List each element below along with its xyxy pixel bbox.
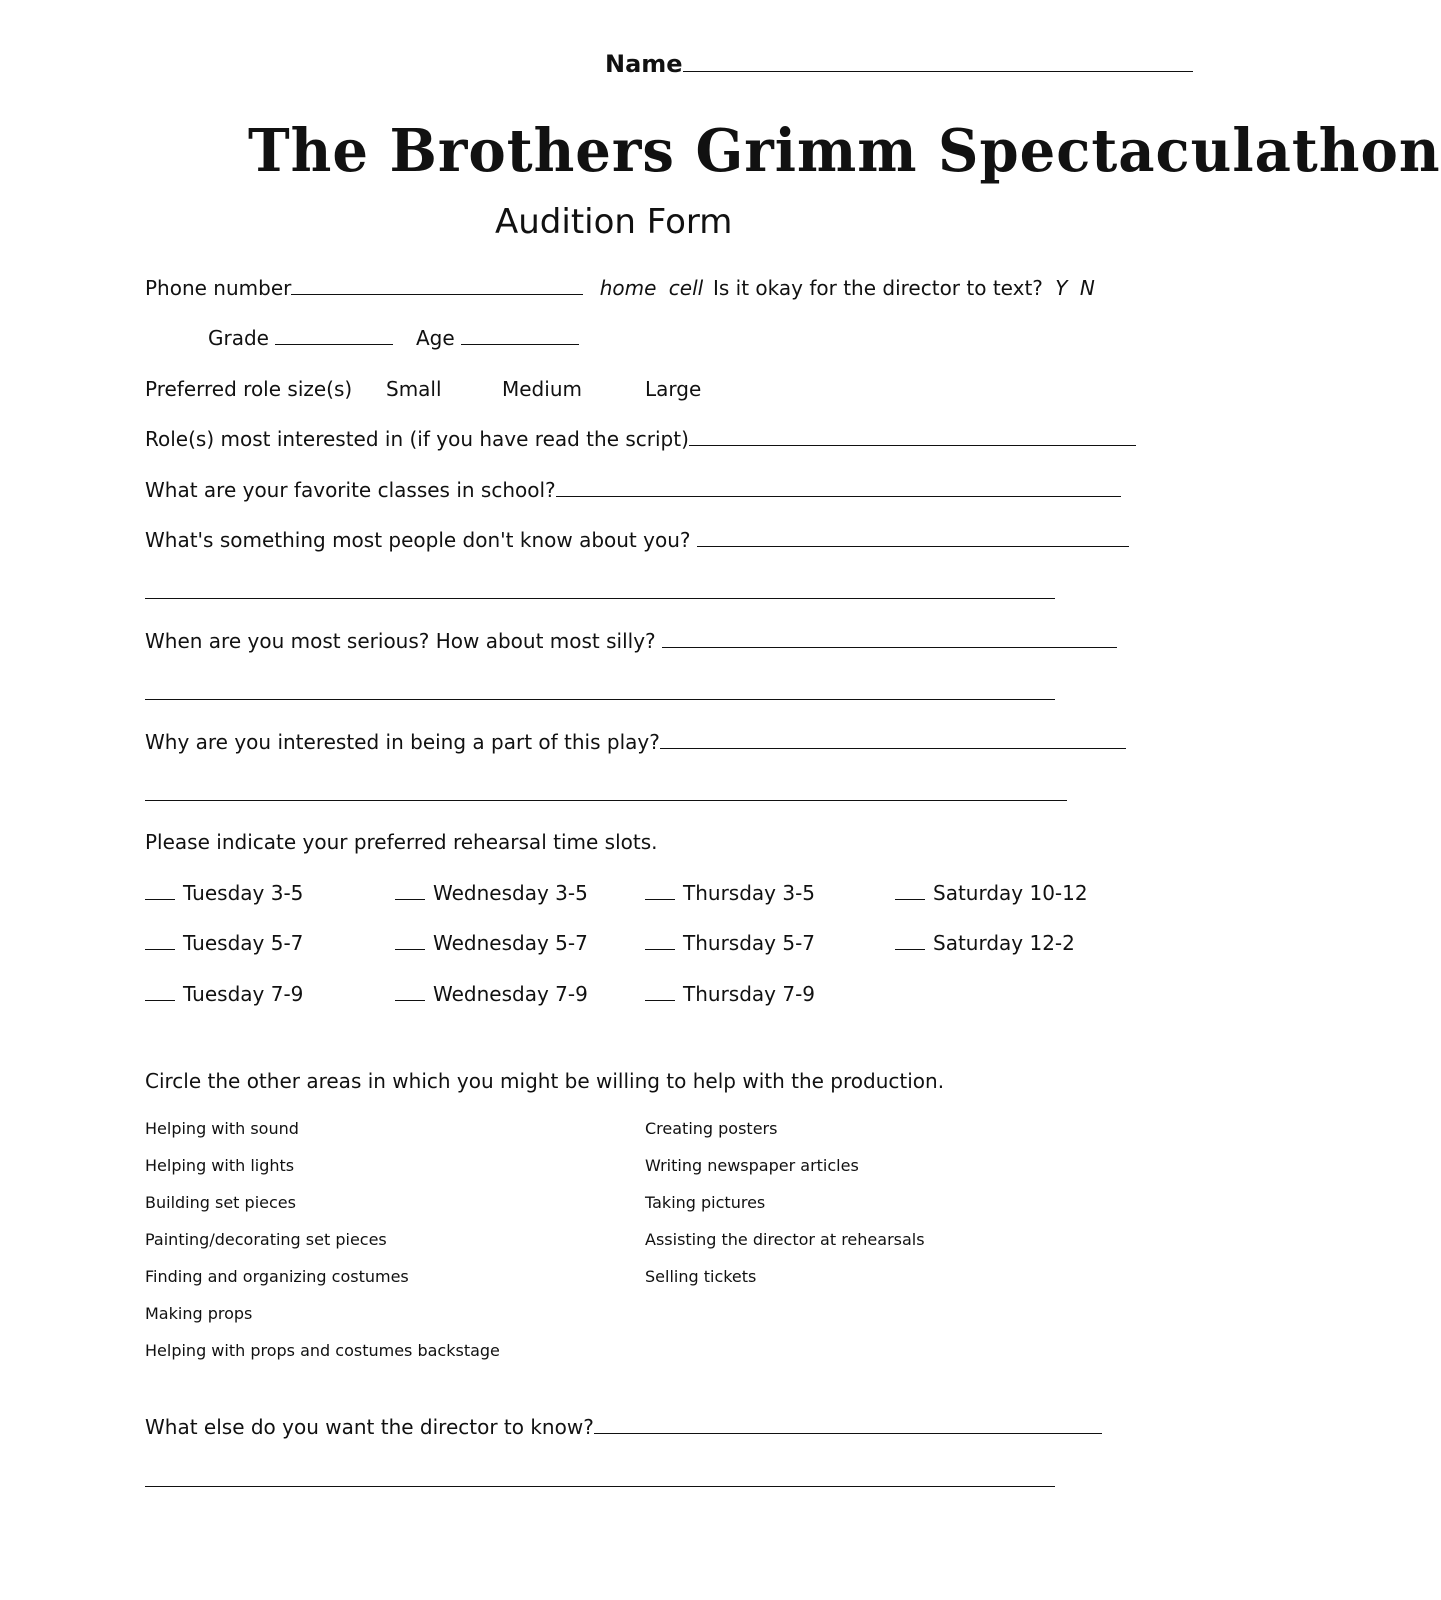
- else-line[interactable]: [594, 1415, 1102, 1434]
- slot-blank[interactable]: [645, 984, 675, 1001]
- unknown-label: What's something most people don't know about you?: [145, 528, 691, 552]
- phone-line[interactable]: [291, 276, 583, 295]
- phone-home-option[interactable]: home: [599, 276, 657, 300]
- slot-label: Thursday 3-5: [683, 881, 816, 905]
- page-subtitle: Audition Form: [495, 202, 733, 242]
- else-label: What else do you want the director to know?: [145, 1415, 594, 1439]
- else-question: [145, 1415, 1102, 1439]
- help-option[interactable]: Painting/decorating set pieces: [145, 1230, 387, 1249]
- name-line[interactable]: [683, 53, 1193, 72]
- help-option[interactable]: Creating posters: [645, 1119, 778, 1138]
- slot-item[interactable]: [895, 881, 1088, 905]
- grade-field: [208, 326, 393, 350]
- slot-item[interactable]: [145, 982, 303, 1006]
- slot-blank[interactable]: [895, 933, 925, 950]
- why-question: [145, 730, 1126, 754]
- unknown-question: [145, 528, 1129, 552]
- help-option[interactable]: Helping with lights: [145, 1156, 295, 1175]
- why-label: Why are you interested in being a part of this play?: [145, 730, 660, 754]
- page-title: The Brothers Grimm Spectaculathon: [248, 116, 1441, 186]
- help-option[interactable]: Helping with sound: [145, 1119, 299, 1138]
- phone-cell-option[interactable]: cell: [668, 276, 704, 300]
- slot-label: Wednesday 7-9: [433, 982, 588, 1006]
- help-option[interactable]: Making props: [145, 1304, 253, 1323]
- age-label: Age: [416, 326, 455, 350]
- slot-label: Saturday 12-2: [933, 931, 1075, 955]
- name-label: Name: [605, 50, 683, 78]
- slot-item[interactable]: [645, 982, 815, 1006]
- else-line-2[interactable]: [145, 1486, 1055, 1487]
- role-size-medium[interactable]: Medium: [502, 377, 582, 401]
- text-question: Is it okay for the director to text?: [713, 276, 1043, 300]
- help-option[interactable]: Assisting the director at rehearsals: [645, 1230, 925, 1249]
- age-field: [416, 326, 579, 350]
- roles-label: Role(s) most interested in (if you have read the script): [145, 427, 689, 451]
- grade-line[interactable]: [275, 326, 393, 345]
- slot-blank[interactable]: [395, 933, 425, 950]
- slot-blank[interactable]: [145, 984, 175, 1001]
- slot-label: Thursday 7-9: [683, 982, 816, 1006]
- slot-label: Tuesday 5-7: [183, 931, 304, 955]
- classes-label: What are your favorite classes in school?: [145, 478, 556, 502]
- serious-line[interactable]: [662, 629, 1117, 648]
- help-option[interactable]: Building set pieces: [145, 1193, 296, 1212]
- text-no-option[interactable]: N: [1079, 276, 1095, 300]
- slot-blank[interactable]: [645, 933, 675, 950]
- slot-item[interactable]: [645, 881, 815, 905]
- unknown-line[interactable]: [697, 528, 1129, 547]
- slot-blank[interactable]: [145, 933, 175, 950]
- role-size-large[interactable]: Large: [645, 377, 702, 401]
- slot-label: Wednesday 3-5: [433, 881, 588, 905]
- text-permission: [713, 276, 1095, 300]
- slot-blank[interactable]: [645, 883, 675, 900]
- why-line-2[interactable]: [145, 800, 1067, 801]
- roles-line[interactable]: [689, 427, 1136, 446]
- help-option[interactable]: Taking pictures: [645, 1193, 766, 1212]
- classes-question: [145, 478, 1121, 502]
- slot-item[interactable]: [895, 931, 1075, 955]
- classes-line[interactable]: [556, 478, 1121, 497]
- slot-item[interactable]: [645, 931, 815, 955]
- slot-blank[interactable]: [895, 883, 925, 900]
- slot-blank[interactable]: [395, 883, 425, 900]
- role-size-label: Preferred role size(s): [145, 377, 353, 401]
- age-line[interactable]: [461, 326, 579, 345]
- phone-row: [145, 276, 703, 300]
- serious-question: [145, 629, 1117, 653]
- roles-question: [145, 427, 1136, 451]
- help-prompt: Circle the other areas in which you might be willing to help with the production.: [145, 1069, 945, 1093]
- role-size-small[interactable]: Small: [386, 377, 442, 401]
- serious-line-2[interactable]: [145, 699, 1055, 700]
- slot-label: Tuesday 7-9: [183, 982, 304, 1006]
- help-option[interactable]: Helping with props and costumes backstage: [145, 1341, 500, 1360]
- slot-blank[interactable]: [145, 883, 175, 900]
- slot-label: Saturday 10-12: [933, 881, 1088, 905]
- slot-item[interactable]: [395, 881, 588, 905]
- slot-label: Wednesday 5-7: [433, 931, 588, 955]
- why-line[interactable]: [660, 730, 1126, 749]
- help-option[interactable]: Writing newspaper articles: [645, 1156, 859, 1175]
- unknown-line-2[interactable]: [145, 598, 1055, 599]
- serious-label: When are you most serious? How about most silly?: [145, 629, 656, 653]
- slot-item[interactable]: [395, 931, 588, 955]
- slot-item[interactable]: [395, 982, 588, 1006]
- help-option[interactable]: Selling tickets: [645, 1267, 757, 1286]
- text-yes-option[interactable]: Y: [1055, 276, 1068, 300]
- name-field[interactable]: [605, 50, 1193, 78]
- rehearsal-prompt: Please indicate your preferred rehearsal time slots.: [145, 830, 658, 854]
- help-option[interactable]: Finding and organizing costumes: [145, 1267, 409, 1286]
- slot-label: Tuesday 3-5: [183, 881, 304, 905]
- grade-label: Grade: [208, 326, 269, 350]
- phone-label: Phone number: [145, 276, 292, 300]
- slot-item[interactable]: [145, 931, 303, 955]
- slot-label: Thursday 5-7: [683, 931, 816, 955]
- slot-item[interactable]: [145, 881, 303, 905]
- slot-blank[interactable]: [395, 984, 425, 1001]
